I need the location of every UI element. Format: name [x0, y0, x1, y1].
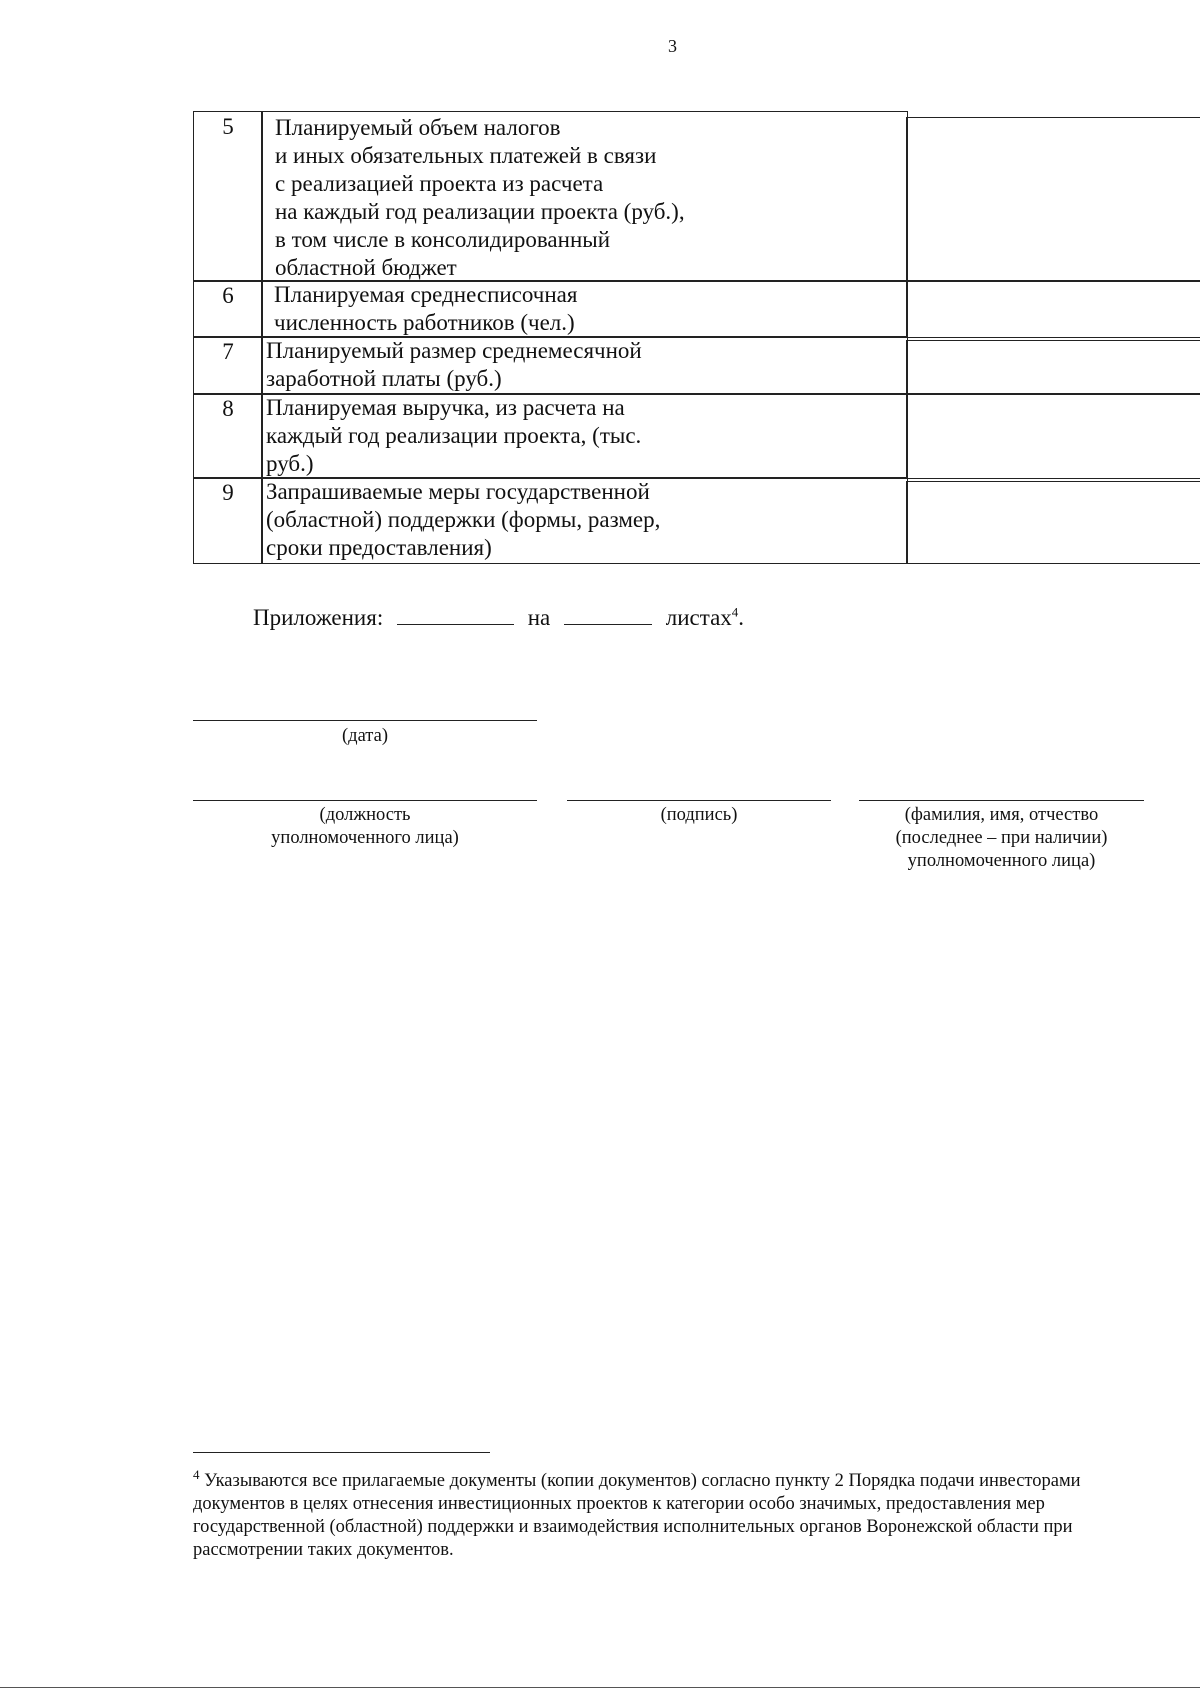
- row-label: [261, 477, 908, 564]
- appendix-sheets-word: листах: [665, 605, 732, 630]
- full-name-line[interactable]: [859, 800, 1144, 801]
- full-name-caption-line: (последнее – при наличии): [895, 828, 1108, 848]
- row-value[interactable]: [906, 280, 1200, 338]
- position-caption: [193, 804, 537, 850]
- label-line: на каждый год реализации проекта (руб.),: [275, 199, 685, 224]
- full-name-caption-line: уполномоченного лица): [907, 851, 1096, 871]
- label-line: сроки предоставления): [266, 535, 492, 560]
- row-number: 7: [193, 336, 263, 395]
- date-caption: (дата): [342, 726, 388, 746]
- row-number: 5: [193, 111, 263, 282]
- label-line: Планируемый размер среднемесячной: [266, 338, 642, 363]
- signature-line[interactable]: [567, 800, 831, 801]
- page-number: 3: [668, 36, 677, 56]
- row-number: 6: [193, 280, 263, 338]
- label-line: каждый год реализации проекта, (тыс.: [266, 423, 642, 448]
- label-line: Планируемый объем налогов: [275, 115, 561, 140]
- row-label: [261, 393, 908, 479]
- label-line: заработной платы (руб.): [266, 366, 502, 391]
- label-line: (областной) поддержки (формы, размер,: [266, 507, 661, 532]
- row-label: [261, 111, 908, 282]
- appendix-period: .: [738, 605, 745, 630]
- date-line[interactable]: [193, 720, 537, 721]
- row-number: 8: [193, 393, 263, 479]
- label-line: Планируемая среднесписочная: [274, 282, 578, 307]
- signature-caption: (подпись): [660, 805, 738, 825]
- row-label: [261, 336, 908, 395]
- row-value[interactable]: [906, 340, 1200, 395]
- full-name-caption-line: (фамилия, имя, отчество: [904, 805, 1099, 825]
- row-value[interactable]: [906, 393, 1200, 479]
- footnote-text: Указываются все прилагаемые документы (копии документов) согласно пункту 2 Порядка подачи инвесторами документов в целях отнесения инвестиционных проектов к категории особо значимых, предоставления мер государственной (областной) поддержки и взаимодействия исполнительных органов Воронежской области при рассмотрении таких документов.: [193, 1471, 1081, 1561]
- appendix-on-word: на: [527, 605, 551, 630]
- appendix-label: Приложения:: [253, 605, 384, 630]
- label-line: с реализацией проекта из расчета: [275, 171, 604, 196]
- row-value[interactable]: [906, 117, 1200, 282]
- label-line: областной бюджет: [275, 255, 457, 280]
- footnote-separator: [193, 1452, 490, 1453]
- appendix-line: [253, 604, 744, 631]
- full-name-caption: [859, 804, 1144, 873]
- position-line[interactable]: [193, 800, 537, 801]
- label-line: численность работников (чел.): [274, 310, 575, 335]
- position-caption-line: уполномоченного лица): [271, 828, 459, 848]
- scan-edge-line: [0, 1687, 1200, 1688]
- row-number: 9: [193, 477, 263, 564]
- footnote: [193, 1463, 1153, 1562]
- appendix-docs-field[interactable]: [397, 604, 514, 625]
- project-parameters-table: [193, 111, 1145, 564]
- label-line: Планируемая выручка, из расчета на: [266, 395, 625, 420]
- footnote-mark: 4: [193, 1467, 200, 1482]
- position-caption-line: (должность: [319, 805, 411, 825]
- label-line: в том числе в консолидированный: [275, 227, 611, 252]
- appendix-sheets-count-field[interactable]: [564, 604, 652, 625]
- footnote-reference: 4: [731, 604, 739, 620]
- label-line: руб.): [266, 451, 314, 476]
- label-line: Запрашиваемые меры государственной: [266, 479, 650, 504]
- row-value[interactable]: [906, 481, 1200, 564]
- row-label: [261, 280, 908, 338]
- label-line: и иных обязательных платежей в связи: [275, 143, 657, 168]
